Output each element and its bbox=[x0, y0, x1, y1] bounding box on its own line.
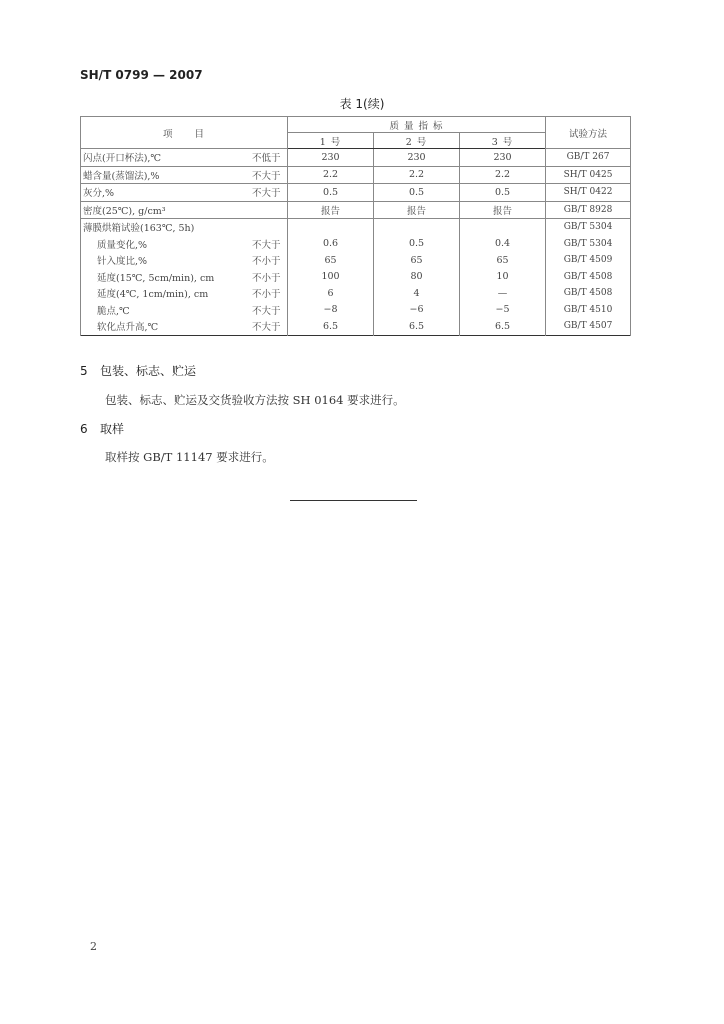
row-item: 密度(25℃), g/cm³ bbox=[81, 201, 246, 219]
row-value-3: 65 bbox=[460, 252, 546, 269]
table-row bbox=[81, 269, 631, 286]
row-item: 延度(4℃, 1cm/min), cm bbox=[81, 285, 246, 302]
row-value-2: 0.5 bbox=[374, 184, 460, 202]
row-item: 延度(15℃, 5cm/min), cm bbox=[81, 269, 246, 286]
row-value-2: 4 bbox=[374, 285, 460, 302]
row-value-1: 0.6 bbox=[288, 236, 374, 253]
page-number: 2 bbox=[90, 940, 97, 953]
section-6-heading bbox=[80, 420, 124, 437]
row-value-1: 100 bbox=[288, 269, 374, 286]
row-value-2: 230 bbox=[374, 149, 460, 167]
row-method: GB/T 4508 bbox=[546, 269, 631, 286]
row-value-1: 6.5 bbox=[288, 318, 374, 335]
row-method: GB/T 5304 bbox=[546, 219, 631, 236]
header-grade-1: 1 号 bbox=[288, 133, 374, 149]
row-limit bbox=[246, 219, 288, 236]
row-limit: 不大于 bbox=[246, 302, 288, 319]
header-grade-2: 2 号 bbox=[374, 133, 460, 149]
row-item: 脆点,℃ bbox=[81, 302, 246, 319]
row-item: 软化点升高,℃ bbox=[81, 318, 246, 335]
row-value-2 bbox=[374, 219, 460, 236]
row-value-3: 230 bbox=[460, 149, 546, 167]
table-row bbox=[81, 219, 631, 236]
row-value-2: 报告 bbox=[374, 201, 460, 219]
end-rule-divider bbox=[290, 500, 417, 501]
table-row bbox=[81, 236, 631, 253]
row-method: GB/T 8928 bbox=[546, 201, 631, 219]
row-method: SH/T 0422 bbox=[546, 184, 631, 202]
row-limit: 不小于 bbox=[246, 252, 288, 269]
row-value-3: 10 bbox=[460, 269, 546, 286]
row-method: GB/T 4509 bbox=[546, 252, 631, 269]
row-value-2: 0.5 bbox=[374, 236, 460, 253]
row-item: 质量变化,% bbox=[81, 236, 246, 253]
header-grade-3: 3 号 bbox=[460, 133, 546, 149]
row-limit: 不大于 bbox=[246, 236, 288, 253]
row-value-2: 2.2 bbox=[374, 166, 460, 184]
row-limit: 不低于 bbox=[246, 149, 288, 167]
row-value-1: 0.5 bbox=[288, 184, 374, 202]
row-limit: 不大于 bbox=[246, 184, 288, 202]
header-quality-group: 质 量 指 标 bbox=[288, 117, 546, 133]
section-6-text: 取样按 GB/T 11147 要求进行。 bbox=[105, 450, 274, 464]
row-item: 薄膜烘箱试验(163℃, 5h) bbox=[81, 219, 246, 236]
row-item: 蜡含量(蒸馏法),% bbox=[81, 166, 246, 184]
table-row bbox=[81, 318, 631, 335]
table-row bbox=[81, 201, 631, 219]
row-limit: 不大于 bbox=[246, 318, 288, 335]
row-limit: 不大于 bbox=[246, 166, 288, 184]
row-method: GB/T 4508 bbox=[546, 285, 631, 302]
table-row bbox=[81, 149, 631, 167]
table-row bbox=[81, 285, 631, 302]
row-limit bbox=[246, 201, 288, 219]
section-5-heading bbox=[80, 362, 196, 379]
table-row bbox=[81, 252, 631, 269]
row-value-3: 0.4 bbox=[460, 236, 546, 253]
quality-spec-table bbox=[80, 116, 631, 336]
row-value-1 bbox=[288, 219, 374, 236]
table-row bbox=[81, 184, 631, 202]
row-value-1: 2.2 bbox=[288, 166, 374, 184]
header-item: 项 目 bbox=[81, 117, 288, 149]
row-value-2: 65 bbox=[374, 252, 460, 269]
header-method: 试验方法 bbox=[546, 117, 631, 149]
section-number: 6 bbox=[80, 422, 88, 436]
table-row bbox=[81, 302, 631, 319]
row-item: 闪点(开口杯法),℃ bbox=[81, 149, 246, 167]
row-value-1: 6 bbox=[288, 285, 374, 302]
row-value-2: −6 bbox=[374, 302, 460, 319]
section-title: 取样 bbox=[100, 422, 125, 436]
row-item: 针入度比,% bbox=[81, 252, 246, 269]
table-row bbox=[81, 166, 631, 184]
row-value-3: 报告 bbox=[460, 201, 546, 219]
row-value-1: 报告 bbox=[288, 201, 374, 219]
row-limit: 不小于 bbox=[246, 285, 288, 302]
table-caption: 表 1(续) bbox=[339, 97, 385, 111]
row-method: GB/T 5304 bbox=[546, 236, 631, 253]
row-value-3: −5 bbox=[460, 302, 546, 319]
row-value-2: 6.5 bbox=[374, 318, 460, 335]
section-number: 5 bbox=[80, 364, 88, 378]
row-value-3: 6.5 bbox=[460, 318, 546, 335]
row-value-3 bbox=[460, 219, 546, 236]
standard-code-header: SH/T 0799 — 2007 bbox=[80, 68, 203, 82]
row-value-2: 80 bbox=[374, 269, 460, 286]
row-value-3: 2.2 bbox=[460, 166, 546, 184]
row-method: GB/T 4507 bbox=[546, 318, 631, 335]
row-method: GB/T 267 bbox=[546, 149, 631, 167]
row-limit: 不小于 bbox=[246, 269, 288, 286]
section-title: 包装、标志、贮运 bbox=[100, 364, 197, 378]
row-value-1: 230 bbox=[288, 149, 374, 167]
row-method: GB/T 4510 bbox=[546, 302, 631, 319]
row-item: 灰分,% bbox=[81, 184, 246, 202]
row-value-3: — bbox=[460, 285, 546, 302]
section-5-text: 包装、标志、贮运及交货验收方法按 SH 0164 要求进行。 bbox=[105, 393, 405, 407]
row-value-3: 0.5 bbox=[460, 184, 546, 202]
table-header-row bbox=[81, 117, 631, 133]
row-value-1: −8 bbox=[288, 302, 374, 319]
row-method: SH/T 0425 bbox=[546, 166, 631, 184]
row-value-1: 65 bbox=[288, 252, 374, 269]
